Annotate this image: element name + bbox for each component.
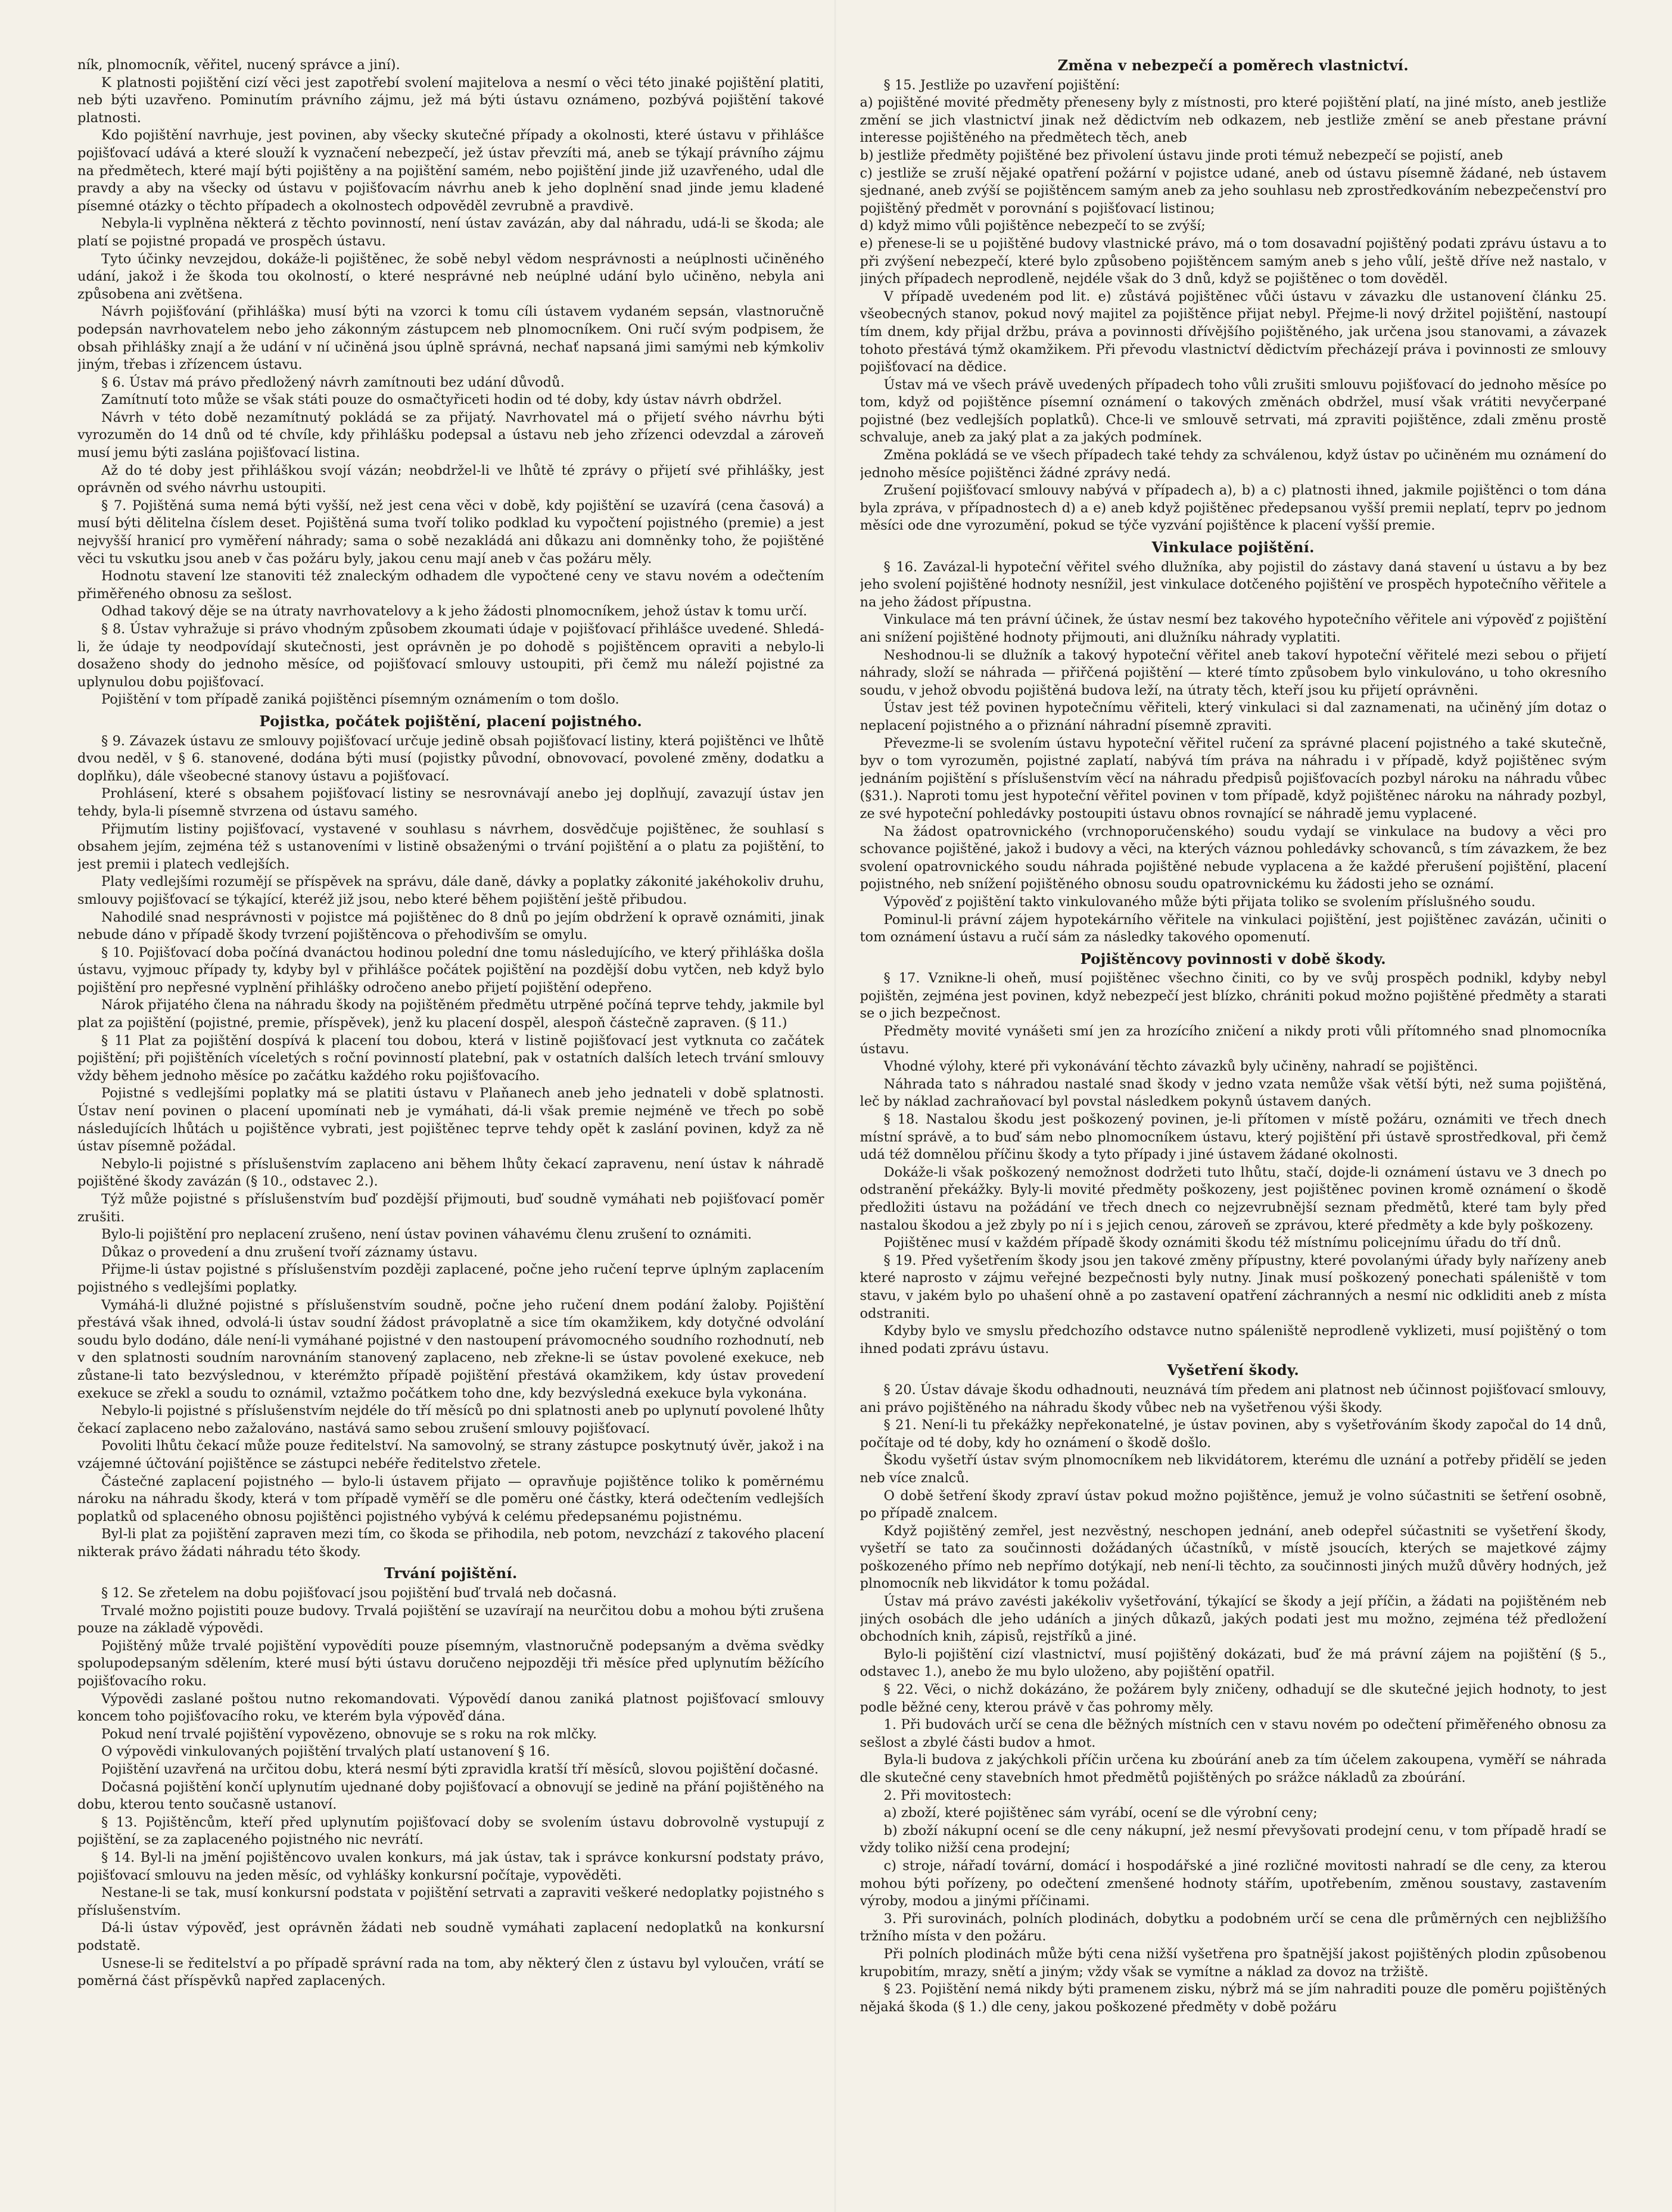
paragraph: O době šetření škody zpraví ústav pokud možno pojištěnce, jemuž je volno súčastniti se šetření osobně, po případě znalcem.	[860, 1488, 1606, 1522]
paragraph: Částečné zaplacení pojistného — bylo-li ústavem přijato — opravňuje pojištěnce toliko k poměrnému nároku na náhradu škody, která v tom případě vyměří se dle poměru oné částky, která odečtením vedlejších poplatků od splaceného obnosu pojištěnci pojistného vybývá k celému předepsanému pojistnému.	[77, 1473, 824, 1525]
paragraph: Nahodilé snad nesprávnosti v pojistce má pojištěnec do 8 dnů po jejím obdržení k opravě oznámiti, jinak nebude dáno v případě škody tvrzení pojištěncova o přehodivším se omylu.	[77, 909, 824, 943]
paragraph: § 7. Pojištěná suma nemá býti vyšší, než jest cena věci v době, kdy pojištění se uzavírá (cena časová) a musí býti dělitelna číslem deset. Pojištěná suma tvoří toliko podklad ku vypočtení pojistného (premie) a jest nejvyšší hranicí pro vyměření náhrady; sama o sobě nezakládá ani důkazu ani domněnky toho, že pojištěné věci tu vskutku jsou aneb v čas požáru byly, jakou cenu mají aneb v čas požáru měly.	[77, 497, 824, 567]
paragraph: Pojištěnec musí v každém případě škody oznámiti škodu též místnímu policejnímu úřadu do tří dnů.	[883, 1235, 1562, 1251]
paragraph: c) stroje, nářadí tovární, domácí i hospodářské a jiné rozličné movitosti nahradí se dle ceny, za kterou mohou býti pořízeny, po odečtení zmenšené hodnoty stářím, upotřebením, změnou soustavy, zastavením výroby, modou a jinými příčinami.	[860, 1858, 1606, 1909]
paragraph: Byl-li plat za pojištění zapraven mezi tím, co škoda se přihodila, neb potom, nevzchází z takového placení nikterak právo žádati náhradu této škody.	[77, 1526, 824, 1560]
paragraph: 2. Při movitostech:	[883, 1787, 1012, 1803]
paragraph: Trvalé možno pojistiti pouze budovy. Trvalá pojištění se uzavírají na neurčitou dobu a mohou býti zrušena pouze na základě výpovědi.	[77, 1603, 824, 1637]
paragraph: Usnese-li se ředitelství a po případě správní rada na tom, aby některý člen z ústavu byl vyloučen, vrátí se poměrná část příspěvků napřed zaplacených.	[77, 1955, 824, 1989]
section-heading: Vinkulace pojištění.	[1151, 539, 1315, 556]
section-heading: Pojistka, počátek pojištění, placení pojistného.	[259, 712, 643, 730]
paragraph: Vymáhá-li dlužné pojistné s příslušenstvím soudně, počne jeho ručení dnem podání žaloby. Pojištění přestává však ihned, odvolá-li ústav soudní žádost právoplatně a sice tím okamžikem, kdy dotyčné odvolání soudu bylo dodáno, dále není-li vymáhané pojistné v den nastoupení právomocného soudního rozhodnutí, neb v den splatnosti soudním narovnáním stanovený zaplaceno, neb zřekne-li se ústav povolené exekuce, neb zůstane-li tato bezvýslednou, v kterémžto případě pojištění přestává okamžikem, kdy ústav provedení exekuce se zřekl a soudu to oznámil, vztažmo počátkem toho dne, kdy bezvýsledná exekuce byla vykonána.	[77, 1297, 824, 1401]
paragraph: d) když mimo vůli pojištěnce nebezpečí to se zvýší;	[860, 218, 1206, 234]
paragraph: Týž může pojistné s příslušenstvím buď pozdější přijmouti, buď soudně vymáhati neb pojišťovací poměr zrušiti.	[77, 1191, 824, 1225]
paragraph: Platy vedlejšími rozumějí se příspěvek na správu, dále daně, dávky a poplatky zákonité jakéhokoliv druhu, smlouvy pojišťovací se týkající, kteréž již jsou, nebo které během pojištění ještě přibudou.	[77, 874, 824, 907]
paragraph: Návrh pojišťování (přihláška) musí býti na vzorci k tomu cíli ústavem vydaném sepsán, vlastnoručně podepsán navrhovatelem nebo jeho zákonným zástupcem neb plnomocníkem. Oni ručí svým podpisem, že obsah přihlášky znají a že udání v ní učiněná jsou úplně správná, nechať napsaná jimi samými neb kýmkoliv jiným, třebas i zřízencem ústavu.	[77, 304, 824, 373]
paragraph: Byla-li budova z jakýchkoli příčin určena ku zboúrání aneb za tím účelem zakoupena, vyměří se náhrada dle skutečné ceny stavebních hmot předmětů pojištěných po srážce nákladů za zboúrání.	[860, 1752, 1606, 1785]
paragraph: Zamítnutí toto může se však státi pouze do osmačtyřiceti hodin od té doby, kdy ústav návrh obdržel.	[101, 392, 782, 408]
paragraph: c) jestliže se zruší nějaké opatření požární v pojistce udané, aneb od ústavu písemně žádané, neb ústavem sjednané, aneb zvýší se pojištěncem samým aneb za jeho souhlasu neb zprostředkováním nebezpečenství pro pojištěný předmět v porovnání s pojišťovací listinou;	[860, 165, 1606, 216]
paragraph: Nebylo-li pojistné s příslušenstvím zaplaceno ani během lhůty čekací zapravenu, není ústav k náhradě pojištěné škody zavázán (§ 10., odstavec 2.).	[77, 1156, 824, 1190]
paragraph: § 18. Nastalou škodu jest poškozený povinen, je-li přítomen v místě požáru, oznámiti ve třech dnech místní správě, a to buď sám nebo plnomocníkem ústavu, který pojištění při ústavě sprostředkoval, při čemž udá též domnělou příčinu škody a tyto případy i jiné ústavem žádané okolnosti.	[860, 1112, 1606, 1163]
section-heading: Pojištěncovy povinnosti v době škody.	[1080, 950, 1386, 967]
section-heading: Vyšetření škody.	[1167, 1361, 1300, 1379]
paragraph: Náhrada tato s náhradou nastalé snad škody v jedno vzata nemůže však větší býti, než suma pojištěná, leč by náklad zachraňovací byl povstal následkem pokynů ústavem daných.	[860, 1076, 1606, 1110]
paragraph: § 23. Pojištění nemá nikdy býti pramenem zisku, nýbrž má se jím nahraditi pouze dle poměru pojištěných nějaká škoda (§ 1.) dle ceny, jakou poškozené předměty v době požáru	[860, 1981, 1606, 2015]
paragraph: Povoliti lhůtu čekací může pouze ředitelství. Na samovolný, se strany zástupce poskytnutý úvěr, jakož i na vzájemné účtování pojištěnce se zástupci nebéře ředitelstvo zřetele.	[77, 1438, 824, 1471]
paragraph: Ústav jest též povinen hypotečnímu věřiteli, který vinkulaci si dal zaznamenati, na učiněný jím dotaz o neplacení pojistného a o přiznání náhradní písemně zpraviti.	[860, 700, 1606, 733]
paragraph: Nebylo-li pojistné s příslušenstvím nejdéle do tří měsíců po dni splatnosti aneb po uplynutí povolené lhůty čekací zaplaceno nebo zažalováno, nastává samo sebou zrušení smlouvy pojišťovací.	[77, 1403, 824, 1436]
paragraph: Při polních plodinách může býti cena nižší vyšetřena pro špatnější jakost pojištěných plodin způsobenou krupobitím, mrazy, snětí a jiným; vždy však se vymítne a náklad za dovoz na tržiště.	[860, 1946, 1606, 1980]
section-heading: Trvání pojištění.	[384, 1564, 518, 1582]
paragraph: a) pojištěné movité předměty přeneseny byly z místnosti, pro které pojištění platí, na jiné místo, aneb jestliže změní se jich vlastnictví jinak než dědictvím neb odkazem, neb jestliže změní se aneb přestane právní interesse pojištěného na předmětech těch, aneb	[860, 95, 1606, 146]
right-column	[860, 57, 1607, 2164]
paragraph: § 11 Plat za pojištění dospívá k placení tou dobou, která v listině pojišťovací jest vytknuta co začátek pojištění; při pojištěních víceletých s roční povinností platební, pak v ostatních dalších letech trvání smlouvy vždy během jednoho měsíce po začátku každého roku pojišťovacího.	[77, 1032, 824, 1084]
section-heading: Změna v nebezpečí a poměrech vlastnictví.	[1057, 57, 1409, 74]
paragraph: ník, plnomocník, věřitel, nucený správce a jiní).	[77, 57, 400, 73]
left-column	[77, 57, 824, 2164]
paragraph: § 8. Ústav vyhražuje si právo vhodným způsobem zkoumati údaje v pojišťovací přihlášce uvedené. Shledá-li, že údaje ty neodpovídají skutečnosti, jest oprávněn je po dohodě s pojištěncem opraviti a nebylo-li dosaženo shody do jednoho měsíce, od pojišťovací smlouvy ustoupiti, při čemž mu náleží pojistné za uplynulou dobu pojišťovací.	[77, 621, 824, 690]
paragraph: Pojištění uzavřená na určitou dobu, která nesmí býti zpravidla kratší tří měsíců, slovou pojištění dočasné.	[101, 1762, 819, 1777]
paragraph: b) zboží nákupní ocení se dle ceny nákupní, jež nesmí převyšovati prodejní cenu, v tom případě hradí se vždy toliko nižší cena prodejní;	[860, 1822, 1606, 1856]
paragraph: Kdyby bylo ve smyslu předchozího odstavce nutno spáleniště neprodleně vyklizeti, musí pojištěný o tom ihned podati zprávu ústavu.	[860, 1323, 1606, 1357]
paragraph: Přijmutím listiny pojišťovací, vystavené v souhlasu s návrhem, dosvědčuje pojištěnec, že souhlasí s obsahem jejím, zejména též s ustanoveními v listině obsaženými o trvání pojištění a o platu za pojištění, to jest premii i platech vedlejších.	[77, 821, 824, 872]
paragraph: Výpověď z pojištění takto vinkulovaného může býti přijata toliko se svolením příslušného soudu.	[883, 894, 1536, 910]
paragraph: § 14. Byl-li na jmění pojištěncovo uvalen konkurs, má jak ústav, tak i správce konkursní podstaty právo, pojišťovací smlouvu na jeden měsíc, od vyhlášky konkursní počítaje, vypověděti.	[77, 1849, 824, 1883]
paragraph: Bylo-li pojištění pro neplacení zrušeno, není ústav povinen váhavému členu zrušení to oznámiti.	[101, 1227, 752, 1243]
paragraph: Zrušení pojišťovací smlouvy nabývá v případech a), b) a c) platnosti ihned, jakmile pojištěnci o tom dána byla zpráva, v případnostech d) a e) aneb když pojištěnec předepsanou vyšší premii neplatí, teprv po jednom měsíci ode dne vyrozumění, pokud se týče vyzvání pojištěnce k placení vyšší premie.	[860, 483, 1606, 534]
paragraph: § 9. Závazek ústavu ze smlouvy pojišťovací určuje jedině obsah pojišťovací listiny, která pojištěnci ve lhůtě dvou neděl, v § 6. stanovené, dodána býti musí (pojistky původní, obnovovací, povolené změny, dodatku a doplňku), dále všeobecné stanovy ústavu a pojišťovací.	[77, 733, 824, 784]
paragraph: § 6. Ústav má právo předložený návrh zamítnouti bez udání důvodů.	[101, 374, 565, 390]
paragraph: § 19. Před vyšetřením škody jsou jen takové změny přípustny, které povolanými úřady byly nařízeny aneb které naprosto v zájmu veřejné bezpečnosti byly nutny. Jinak musí poškozený ponechati spáleniště v tom stavu, v jakém bylo po uhašení ohně a po zastavení opatření záchranných a nesmí nic odkliditi aneb z místa odstraniti.	[860, 1252, 1606, 1321]
paragraph: e) přenese-li se u pojištěné budovy vlastnické právo, má o tom dosavadní pojištěný podati zprávu ústavu a to při zvýšení nebezpečí, které bylo způsobeno pojištěncem samým aneb s jeho vůlí, ještě dříve než nastalo, v jiných případech neprodleně, nejdéle však do 3 dnů, když se pojištěnec o tom dověděl.	[860, 235, 1606, 287]
paragraph: V případě uvedeném pod lit. e) zůstává pojištěnec vůči ústavu v závazku dle ustanovení článku 25. všeobecných stanov, pokud nový majitel za pojištěnce přijat nebyl. Přejme-li nový držitel pojištění, nastoupí tím dnem, kdy přijal držbu, práva a povinnosti dřívějšího pojištěného, jak určena jsou stanovami, a závazek tohoto přestává týmž okamžikem. Při převodu vlastnictví dědictvím přecházejí práva i povinnosti ze smlouvy pojišťovací na dědice.	[860, 288, 1606, 375]
paragraph: Nestane-li se tak, musí konkursní podstata v pojištění setrvati a zapraviti veškeré nedoplatky pojistného s příslušenstvím.	[77, 1885, 824, 1918]
paragraph: Dá-li ústav výpověď, jest oprávněn žádati neb soudně vymáhati zaplacení nedoplatků na konkursní podstatě.	[77, 1920, 824, 1953]
paragraph: Tyto účinky nevzejdou, dokáže-li pojištěnec, že sobě nebyl vědom nesprávnosti a neúplnosti učiněného udání, jakož i že škoda tou okolností, o které nesprávné neb neúplné udání bylo učiněno, nebyla ani způsobena ani zvětšena.	[77, 251, 824, 302]
paragraph: Nárok přijatého člena na náhradu škody na pojištěném předmětu utrpěné počíná teprve tehdy, jakmile byl plat za pojištění (pojistné, premie, příspěvek), jenž ku placení dospěl, alespoň částečně zapraven. (§ 11.)	[77, 997, 824, 1031]
text-columns	[77, 57, 1606, 2164]
paragraph: Převezme-li se svolením ústavu hypoteční věřitel ručení za správné placení pojistného a také skutečně, byv o tom vyrozuměn, pojistné zaplatí, nabývá tím práva na náhradu i v případě, když pojištěnec svým jednáním pojištění s příslušenstvím věcí na náhradu předpisů pojišťovacích pozbyl nároku na náhradu vůbec (§31.). Naproti tomu jest hypoteční věřitel povinen v tom případě, když pojištěnec nároku na náhrady pozbyl, ze své hypoteční pohledávky postoupiti ústavu obnos rovnající se náhradě jemu vyplacené.	[860, 735, 1606, 822]
paragraph: § 13. Pojištěncům, kteří před uplynutím pojišťovací doby se svolením ústavu dobrovolně vystupují z pojištění, se za zaplaceného pojistného nic nevrátí.	[77, 1814, 824, 1848]
paragraph: Kdo pojištění navrhuje, jest povinen, aby všecky skutečné případy a okolnosti, které ústavu v přihlášce pojišťovací udává a které slouží k vyznačení nebezpečí, jež ústav převzíti má, aneb se týkají právního zájmu na předmětech, které mají býti pojištěny a na pojištění samém, nebo pojištění jinde již uzavřeného, udal dle pravdy a aby na všecky od ústavu v pojišťovacím návrhu aneb k jeho doplnění snad jinde jemu kladené písemné otázky o těchto případech a okolnostech odpověděl zevrubně a pravdivě.	[77, 127, 824, 214]
paragraph: Změna pokládá se ve všech případech také tehdy za schválenou, když ústav po učiněném mu oznámení do jednoho měsíce pojištěnci žádné zprávy nedá.	[860, 447, 1606, 481]
paragraph: Nebyla-li vyplněna některá z těchto povinností, není ústav zavázán, aby dal náhradu, udá-li se škoda; ale platí se pojistné propadá ve prospěch ústavu.	[77, 216, 824, 249]
paragraph: § 15. Jestliže po uzavření pojištění:	[883, 77, 1120, 93]
paragraph: Prohlásení, které s obsahem pojišťovací listiny se nesrovnávají anebo jej doplňují, zavazují ústav jen tehdy, byla-li písemně stvrzena od ústavu samého.	[77, 786, 824, 819]
paragraph: Dokáže-li však poškozený nemožnost dodržeti tuto lhůtu, stačí, dojde-li oznámení ústavu ve 3 dnech po odstranění překážky. Byly-li movité předměty poškozeny, jest pojištěnec povinen kromě oznámení o škodě předložiti ústavu na požádání ve třech dnech co nejzevrubnější seznam předmětů, které tam byly před nastalou škodou a jež zbyly po ní i s jejich cenou, zároveň se zprávou, které předměty a kde byly poškozeny.	[860, 1164, 1606, 1233]
paragraph: § 17. Vznikne-li oheň, musí pojištěnec všechno činiti, co by ve svůj prospěch podnikl, kdyby nebyl pojištěn, zejména jest povinen, když nebezpečí jest blízko, chrániti pokud možno pojištěné předměty a starati se o jich bezpečnost.	[860, 970, 1606, 1022]
paragraph: Vhodné výlohy, které při vykonávání těchto závazků byly učiněny, nahradí se pojištěnci.	[883, 1059, 1478, 1075]
paragraph: Škodu vyšetří ústav svým plnomocníkem neb likvidátorem, kterému dle uznání a potřeby přidělí se jeden neb více znalců.	[860, 1452, 1606, 1486]
paragraph: Ústav má právo zavésti jakékoliv vyšetřování, týkající se škody a její příčin, a žádati na pojištěném neb jiných osobách dle jeho udáních a jiných důkazů, jakých podati jest mu možno, zejména též předložení obchodních knih, zápisů, rejstříků a jiné.	[860, 1594, 1606, 1645]
paragraph: Návrh v této době nezamítnutý pokládá se za přijatý. Navrhovatel má o přijetí svého návrhu býti vyrozuměn do 14 dnů od té chvíle, kdy přihlášku podepsal a ústavu neb jeho zřízenci odevzdal a zároveň musí jemu býti zaslána pojišťovací listina.	[77, 409, 824, 461]
paragraph: § 21. Není-li tu překážky nepřekonatelné, je ústav povinen, aby s vyšetřováním škody započal do 14 dnů, počítaje od té doby, kdy ho oznámení o škodě došlo.	[860, 1417, 1606, 1451]
paragraph: Dočasná pojištění končí uplynutím ujednané doby pojišťovací a obnovují se jedině na přání pojištěného na dobu, kterou tento současně ustanoví.	[77, 1779, 824, 1813]
paragraph: Výpovědi zaslané poštou nutno rekomandovati. Výpovědí danou zaniká platnost pojišťovací smlouvy koncem toho pojišťovacího roku, ve kterém byla výpověď dána.	[77, 1691, 824, 1725]
paragraph: Pojistné s vedlejšími poplatky má se platiti ústavu v Plaňanech aneb jeho jednateli v době splatnosti. Ústav není povinen o placení upomínati neb je vymáhati, dá-li však premie nejméně ve třech po sobě následujících lhůtách u pojištěnce vybrati, jest pojištěnec teprve tehdy opět k zaslání povinen, když za ně ústav písemně požádal.	[77, 1085, 824, 1155]
paragraph: K platnosti pojištění cizí věci jest zapotřebí svolení majitelova a nesmí o věci této jinaké pojištění platiti, neb býti uzavřeno. Pominutím právního zájmu, jež má býti ústavu oznámeno, pozbývá pojištění takové platnosti.	[77, 74, 824, 126]
paragraph: Odhad takový děje se na útraty navrhovatelovy a k jeho žádosti plnomocníkem, jehož ústav k tomu určí.	[101, 603, 808, 620]
paragraph: Pojištěný může trvalé pojištění vypovědíti pouze písemným, vlastnoručně podepsaným a dvěma svědky spolupodepsaným sdělením, které musí býti ústavu doručeno nejpozději tři měsíce před uplynutím běžícího pojišťovacího roku.	[77, 1638, 824, 1690]
paragraph: Vinkulace má ten právní účinek, že ústav nesmí bez takového hypotečního věřitele ani výpověď z pojištění ani snížení pojištěné hodnoty přijmouti, ani dlužníku náhrady vyplatiti.	[860, 612, 1606, 645]
paragraph: Pominul-li právní zájem hypotekárního věřitele na vinkulaci pojištění, jest pojištěnec zavázán, učiniti o tom oznámení ústavu a ručí sám za následky takového opomenutí.	[860, 911, 1606, 945]
paragraph: Přijme-li ústav pojistné s příslušenstvím později zaplacené, počne jeho ručení teprve úplným zaplacením pojistného s vedlejšími poplatky.	[77, 1262, 824, 1295]
paragraph: b) jestliže předměty pojištěné bez přivolení ústavu jinde proti témuž nebezpečí se pojistí, aneb	[860, 147, 1503, 163]
paragraph: 1. Při budovách určí se cena dle běžných místních cen v stavu novém po odečtení přiměřeného obnosu za sešlost a zbylé části budov a hmot.	[860, 1717, 1606, 1750]
paragraph: O výpovědi vinkulovaných pojištění trvalých platí ustanovení § 16.	[101, 1744, 550, 1760]
paragraph: Neshodnou-li se dlužník a takový hypoteční věřitel aneb takoví hypoteční věřitelé mezi sebou o přijetí náhrady, složí se náhrada — přiřčená pojištění — které tímto způsobem bylo vinkulováno, u toho okresního soudu, v jehož obvodu pojištěná budova leží, na útraty těch, kteří jsou ku přijetí oprávněni.	[860, 647, 1606, 698]
paragraph: Důkaz o provedení a dnu zrušení tvoří záznamy ústavu.	[101, 1244, 478, 1260]
paragraph: Ústav má ve všech právě uvedených případech toho vůli zrušiti smlouvu pojišťovací do jednoho měsíce po tom, když od pojištěnce písemní oznámení o takových změnách obdržel, musí však vrátiti nevyčerpané pojistné (bez vedlejších poplatků). Chce-li ve smlouvě setrvati, má zpraviti pojištěnce, zdali změnu prostě schvaluje, aneb za jaký plat a za jakých podmínek.	[860, 377, 1606, 446]
paragraph: § 22. Věci, o nichž dokázáno, že požárem byly zničeny, odhadují se dle skutečné jejich hodnoty, to jest podle běžné ceny, kterou právě v čas pohromy měly.	[860, 1682, 1606, 1715]
paragraph: Když pojištěný zemřel, jest nezvěstný, neschopen jednání, aneb odepřel súčastniti se vyšetření škody, vyšetří se tato za součinnosti dožádaných účastníků, v místě jsoucích, kterých se majetkové zájmy poškozeného přímo neb nepřímo dotýkají, neb není-li těchto, za součinnosti jiných mužů důvěry hodných, jež plnomocník neb likvidátor k tomu požádal.	[860, 1523, 1606, 1592]
paragraph: 3. Při surovinách, polních plodinách, dobytku a podobném určí se cena dle průměrných cen nejbližšího tržního místa v den požáru.	[860, 1911, 1606, 1945]
page-fold	[834, 0, 836, 2212]
paragraph: a) zboží, které pojištěnec sám vyrábí, ocení se dle výrobní ceny;	[883, 1805, 1318, 1821]
paragraph: Na žádost opatrovnického (vrchnoporučenského) soudu vydají se vinkulace na budovy a věci pro schovance pojištěné, jakož i budovy a věci, na kterých váznou pohledávky schovanců, s tím závazkem, že bez svolení opatrovnického soudu náhrada pojištěné nebude vyplacena a že každé přerušení pojištění, placení pojistného, neb snížení pojištěného obnosu soudu opatrovnickému ku žádosti jeho se oznámí.	[860, 823, 1606, 892]
paragraph: Až do té doby jest přihláškou svojí vázán; neobdržel-li ve lhůtě té zprávy o přijetí své přihlášky, jest oprávněn od svého návrhu ustoupiti.	[77, 462, 824, 496]
paragraph: § 20. Ústav dávaje škodu odhadnouti, neuznává tím předem ani platnost neb účinnost pojišťovací smlouvy, ani právo pojištěného na náhradu škody vůbec neb na vyšetřenou výši škody.	[860, 1382, 1606, 1415]
paragraph: Pokud není trvalé pojištění vypovězeno, obnovuje se s roku na rok mlčky.	[101, 1726, 597, 1742]
paragraph: Bylo-li pojištění cizí vlastnictví, musí pojištěný dokázati, buď že má právní zájem na pojištění (§ 5., odstavec 1.), anebo že mu bylo uloženo, aby pojištění opatřil.	[860, 1646, 1606, 1680]
paragraph: Předměty movité vynášeti smí jen za hrozícího zničení a nikdy proti vůli přítomného snad plnomocníka ústavu.	[860, 1023, 1606, 1057]
paragraph: § 10. Pojišťovací doba počíná dvanáctou hodinou polední dne tomu následujícího, ve který přihláška došla ústavu, vyjmouc případy ty, kdyby byl v přihlášce počátek pojištění na pozdější dobu vytčen, neb když bylo pojištění pro nepřesné vyplnění přihlášky odročeno anebo přijetí pojištění odepřeno.	[77, 944, 824, 995]
paragraph: § 16. Zavázal-li hypoteční věřitel svého dlužníka, aby pojistil do zástavy daná stavení u ústavu a by bez jeho svolení pojištěné hodnoty nesnížil, jest vinkulace dotčeného pojištění ve prospěch hypotečního věřitele a na jeho žádost přípustna.	[860, 559, 1606, 610]
paragraph: Hodnotu stavení lze stanoviti též znaleckým odhadem dle vypočtené ceny ve stavu novém a odečtením přiměřeného obnosu za sešlost.	[77, 568, 824, 602]
paragraph: § 12. Se zřetelem na dobu pojišťovací jsou pojištění buď trvalá neb dočasná.	[101, 1585, 617, 1601]
paragraph: Pojištění v tom případě zaniká pojištěnci písemným oznámením o tom došlo.	[101, 692, 619, 708]
